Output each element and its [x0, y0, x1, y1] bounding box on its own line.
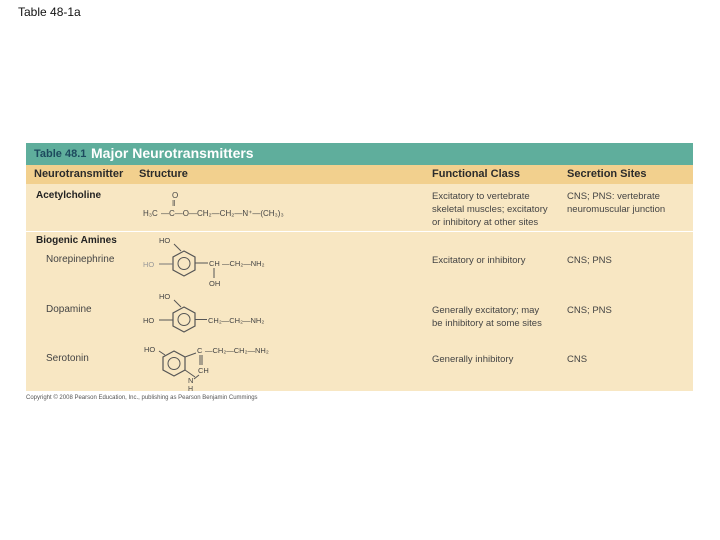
dopamine-chain: CH₂—CH₂—NH₂ [208, 316, 265, 325]
serotonin-ch: CH [198, 366, 209, 375]
serotonin-c: C [197, 346, 203, 355]
table-number: Table 48.1 [34, 148, 87, 160]
group-biogenic-amines: Biogenic Amines [36, 235, 117, 246]
header-neurotransmitter: Neurotransmitter [34, 168, 124, 180]
table-title: Major Neurotransmitters [91, 145, 254, 161]
acetylcholine-oxygen: O [172, 191, 179, 200]
secretion-serotonin [567, 353, 587, 366]
table-header-row [26, 165, 693, 184]
function-norepinephrine [432, 254, 525, 267]
acetylcholine-chain: —C—O—CH₂—CH₂—N⁺—(CH₃)₃ [161, 209, 284, 218]
neurotransmitter-table [26, 143, 693, 391]
header-functional-class: Functional Class [432, 168, 521, 180]
secretion-line: CNS [567, 354, 588, 365]
row-divider [26, 231, 693, 232]
dopamine-ho-left: HO [143, 316, 155, 325]
serotonin-h: H [188, 386, 194, 391]
secretion-line: CNS; PNS [567, 305, 612, 316]
norepinephrine-ho-top: HO [159, 236, 171, 245]
function-line: Excitatory to vertebrate [432, 191, 530, 202]
function-acetylcholine [432, 190, 548, 229]
serotonin-n: N [188, 376, 194, 385]
serotonin-ho: HO [144, 345, 156, 354]
row-name-serotonin: Serotonin [46, 353, 89, 364]
function-line: be inhibitory at some sites [432, 318, 542, 329]
secretion-dopamine [567, 304, 612, 317]
copyright-notice: Copyright © 2008 Pearson Education, Inc., publishing as Pearson Benjamin Cummings [26, 395, 258, 401]
function-serotonin [432, 353, 513, 366]
slide-title: Table 48-1a [18, 5, 81, 19]
norepinephrine-oh: OH [209, 279, 221, 288]
function-line: or inhibitory at other sites [432, 217, 539, 228]
header-secretion-sites: Secretion Sites [567, 168, 647, 180]
acetylcholine-h3c: H₃C [143, 209, 158, 218]
structure-acetylcholine [141, 190, 311, 224]
secretion-line: CNS; PNS [567, 255, 612, 266]
structure-dopamine [141, 290, 311, 340]
dopamine-ho-top: HO [159, 292, 171, 301]
serotonin-chain: —CH₂—CH₂—NH₂ [205, 346, 269, 355]
norepinephrine-chain: —CH₂—NH₂ [222, 259, 265, 268]
row-name-acetylcholine: Acetylcholine [36, 190, 102, 201]
secretion-line: CNS; PNS: vertebrate [567, 191, 660, 202]
header-structure: Structure [139, 168, 188, 180]
norepinephrine-ho-left: HO [143, 260, 155, 269]
secretion-acetylcholine [567, 190, 665, 216]
table-caption-bar [26, 143, 693, 165]
function-line: skeletal muscles; excitatory [432, 204, 548, 215]
function-line: Generally inhibitory [432, 354, 514, 365]
function-line: Generally excitatory; may [432, 305, 540, 316]
structure-serotonin [141, 341, 311, 391]
function-line: Excitatory or inhibitory [432, 255, 526, 266]
acetylcholine-double-bond: ‖ [172, 199, 176, 208]
secretion-line: neuromuscular junction [567, 204, 666, 215]
row-name-dopamine: Dopamine [46, 304, 92, 315]
secretion-norepinephrine [567, 254, 612, 267]
function-dopamine [432, 304, 542, 330]
row-name-norepinephrine: Norepinephrine [46, 254, 115, 265]
structure-norepinephrine [141, 234, 311, 290]
norepinephrine-ch: CH [209, 259, 220, 268]
